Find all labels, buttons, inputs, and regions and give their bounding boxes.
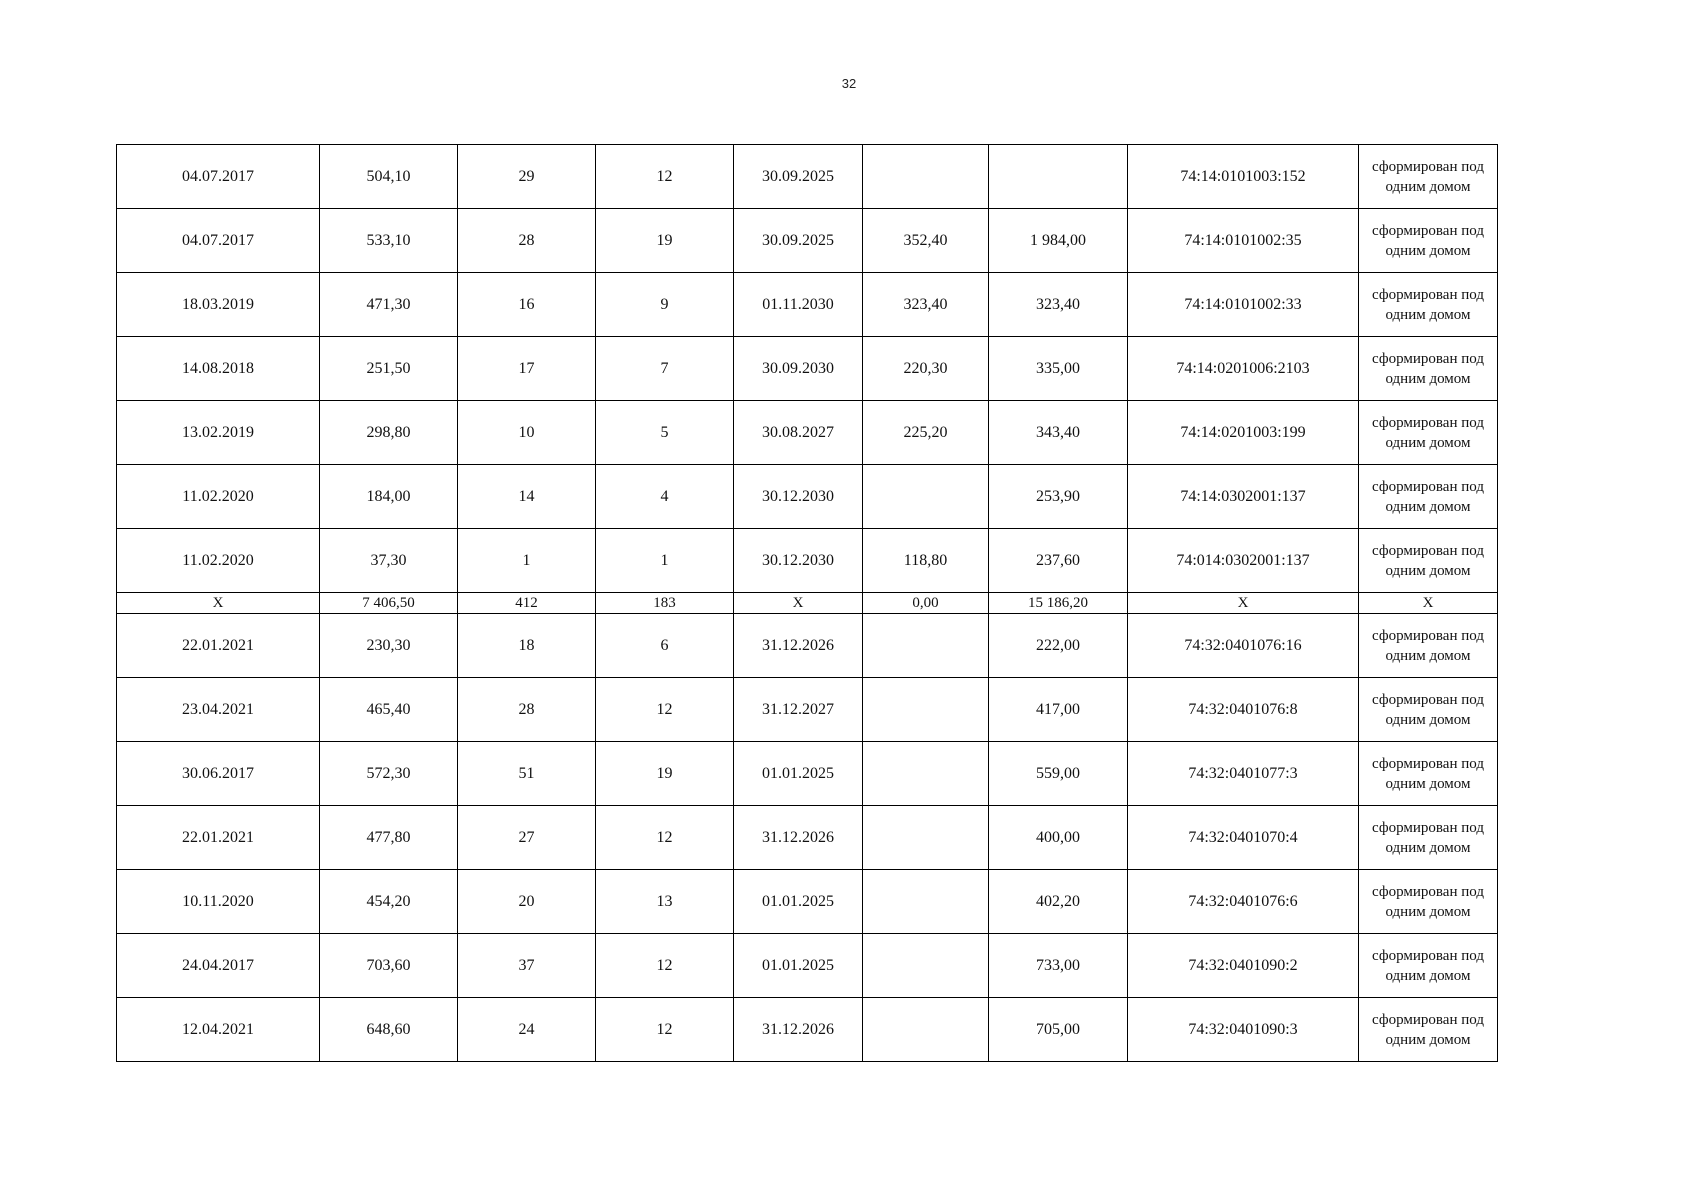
residents-cell: 17 xyxy=(458,337,596,401)
status-cell: сформирован под одним домом xyxy=(1359,273,1498,337)
total-date-cell: X xyxy=(117,593,320,614)
table-body xyxy=(117,145,1498,1062)
residents-cell: 27 xyxy=(458,806,596,870)
housing-register-table xyxy=(116,144,1498,1062)
deadline-cell: 31.12.2026 xyxy=(734,614,863,678)
col7-cell: 335,00 xyxy=(989,337,1128,401)
col6-cell xyxy=(863,806,989,870)
cadastral-cell: 74:32:0401070:4 xyxy=(1128,806,1359,870)
date-cell: 11.02.2020 xyxy=(117,465,320,529)
area-cell: 298,80 xyxy=(320,401,458,465)
deadline-cell: 31.12.2026 xyxy=(734,998,863,1062)
residents-cell: 14 xyxy=(458,465,596,529)
date-cell: 18.03.2019 xyxy=(117,273,320,337)
table-row xyxy=(117,465,1498,529)
residents-cell: 37 xyxy=(458,934,596,998)
cadastral-cell: 74:14:0101002:33 xyxy=(1128,273,1359,337)
status-cell: сформирован под одним домом xyxy=(1359,614,1498,678)
cadastral-cell: 74:14:0302001:137 xyxy=(1128,465,1359,529)
units-cell: 4 xyxy=(596,465,734,529)
table-row xyxy=(117,742,1498,806)
col6-cell xyxy=(863,678,989,742)
residents-cell: 28 xyxy=(458,678,596,742)
units-cell: 9 xyxy=(596,273,734,337)
cadastral-cell: 74:32:0401076:8 xyxy=(1128,678,1359,742)
col6-cell: 352,40 xyxy=(863,209,989,273)
cadastral-cell: 74:14:0201003:199 xyxy=(1128,401,1359,465)
status-cell: сформирован под одним домом xyxy=(1359,742,1498,806)
cadastral-cell: 74:32:0401077:3 xyxy=(1128,742,1359,806)
table-row xyxy=(117,806,1498,870)
area-cell: 533,10 xyxy=(320,209,458,273)
deadline-cell: 30.12.2030 xyxy=(734,529,863,593)
col6-cell: 225,20 xyxy=(863,401,989,465)
cadastral-cell: 74:014:0302001:137 xyxy=(1128,529,1359,593)
table-row xyxy=(117,401,1498,465)
status-cell: сформирован под одним домом xyxy=(1359,806,1498,870)
deadline-cell: 30.09.2025 xyxy=(734,209,863,273)
residents-cell: 10 xyxy=(458,401,596,465)
area-cell: 251,50 xyxy=(320,337,458,401)
table-row xyxy=(117,998,1498,1062)
status-cell: сформирован под одним домом xyxy=(1359,465,1498,529)
col7-cell: 1 984,00 xyxy=(989,209,1128,273)
col6-cell xyxy=(863,145,989,209)
status-cell: сформирован под одним домом xyxy=(1359,145,1498,209)
col6-cell xyxy=(863,742,989,806)
total-col6-cell: 0,00 xyxy=(863,593,989,614)
status-cell: сформирован под одним домом xyxy=(1359,934,1498,998)
table-row xyxy=(117,145,1498,209)
area-cell: 504,10 xyxy=(320,145,458,209)
col7-cell: 222,00 xyxy=(989,614,1128,678)
deadline-cell: 30.09.2025 xyxy=(734,145,863,209)
units-cell: 5 xyxy=(596,401,734,465)
col7-cell: 323,40 xyxy=(989,273,1128,337)
units-cell: 19 xyxy=(596,742,734,806)
deadline-cell: 01.01.2025 xyxy=(734,870,863,934)
total-residents-cell: 412 xyxy=(458,593,596,614)
deadline-cell: 30.09.2030 xyxy=(734,337,863,401)
table-row xyxy=(117,209,1498,273)
table-row xyxy=(117,614,1498,678)
total-row xyxy=(117,593,1498,614)
status-cell: сформирован под одним домом xyxy=(1359,401,1498,465)
deadline-cell: 01.01.2025 xyxy=(734,934,863,998)
col7-cell: 705,00 xyxy=(989,998,1128,1062)
date-cell: 22.01.2021 xyxy=(117,806,320,870)
total-cadastral-cell: X xyxy=(1128,593,1359,614)
total-col7-cell: 15 186,20 xyxy=(989,593,1128,614)
status-cell: сформирован под одним домом xyxy=(1359,998,1498,1062)
col7-cell: 343,40 xyxy=(989,401,1128,465)
date-cell: 30.06.2017 xyxy=(117,742,320,806)
col6-cell: 220,30 xyxy=(863,337,989,401)
col7-cell xyxy=(989,145,1128,209)
cadastral-cell: 74:32:0401090:3 xyxy=(1128,998,1359,1062)
total-area-cell: 7 406,50 xyxy=(320,593,458,614)
area-cell: 471,30 xyxy=(320,273,458,337)
residents-cell: 1 xyxy=(458,529,596,593)
area-cell: 648,60 xyxy=(320,998,458,1062)
area-cell: 465,40 xyxy=(320,678,458,742)
date-cell: 04.07.2017 xyxy=(117,209,320,273)
date-cell: 04.07.2017 xyxy=(117,145,320,209)
status-cell: сформирован под одним домом xyxy=(1359,529,1498,593)
date-cell: 14.08.2018 xyxy=(117,337,320,401)
col6-cell xyxy=(863,614,989,678)
cadastral-cell: 74:32:0401076:6 xyxy=(1128,870,1359,934)
cadastral-cell: 74:32:0401076:16 xyxy=(1128,614,1359,678)
deadline-cell: 01.01.2025 xyxy=(734,742,863,806)
date-cell: 23.04.2021 xyxy=(117,678,320,742)
area-cell: 703,60 xyxy=(320,934,458,998)
status-cell: сформирован под одним домом xyxy=(1359,870,1498,934)
status-cell: сформирован под одним домом xyxy=(1359,209,1498,273)
col6-cell: 118,80 xyxy=(863,529,989,593)
col6-cell xyxy=(863,870,989,934)
units-cell: 12 xyxy=(596,145,734,209)
table-row xyxy=(117,934,1498,998)
status-cell: сформирован под одним домом xyxy=(1359,337,1498,401)
residents-cell: 16 xyxy=(458,273,596,337)
col7-cell: 733,00 xyxy=(989,934,1128,998)
area-cell: 572,30 xyxy=(320,742,458,806)
table-row xyxy=(117,678,1498,742)
cadastral-cell: 74:14:0201006:2103 xyxy=(1128,337,1359,401)
units-cell: 6 xyxy=(596,614,734,678)
deadline-cell: 30.12.2030 xyxy=(734,465,863,529)
date-cell: 22.01.2021 xyxy=(117,614,320,678)
date-cell: 10.11.2020 xyxy=(117,870,320,934)
units-cell: 19 xyxy=(596,209,734,273)
deadline-cell: 31.12.2026 xyxy=(734,806,863,870)
residents-cell: 20 xyxy=(458,870,596,934)
deadline-cell: 30.08.2027 xyxy=(734,401,863,465)
residents-cell: 51 xyxy=(458,742,596,806)
area-cell: 37,30 xyxy=(320,529,458,593)
col7-cell: 559,00 xyxy=(989,742,1128,806)
area-cell: 454,20 xyxy=(320,870,458,934)
col7-cell: 400,00 xyxy=(989,806,1128,870)
units-cell: 12 xyxy=(596,806,734,870)
area-cell: 230,30 xyxy=(320,614,458,678)
date-cell: 12.04.2021 xyxy=(117,998,320,1062)
deadline-cell: 01.11.2030 xyxy=(734,273,863,337)
date-cell: 13.02.2019 xyxy=(117,401,320,465)
units-cell: 7 xyxy=(596,337,734,401)
table-row xyxy=(117,870,1498,934)
units-cell: 12 xyxy=(596,998,734,1062)
residents-cell: 24 xyxy=(458,998,596,1062)
units-cell: 1 xyxy=(596,529,734,593)
col7-cell: 402,20 xyxy=(989,870,1128,934)
total-deadline-cell: X xyxy=(734,593,863,614)
area-cell: 477,80 xyxy=(320,806,458,870)
residents-cell: 29 xyxy=(458,145,596,209)
deadline-cell: 31.12.2027 xyxy=(734,678,863,742)
units-cell: 12 xyxy=(596,934,734,998)
cadastral-cell: 74:14:0101002:35 xyxy=(1128,209,1359,273)
total-status-cell: X xyxy=(1359,593,1498,614)
col7-cell: 237,60 xyxy=(989,529,1128,593)
cadastral-cell: 74:14:0101003:152 xyxy=(1128,145,1359,209)
residents-cell: 28 xyxy=(458,209,596,273)
col7-cell: 417,00 xyxy=(989,678,1128,742)
col7-cell: 253,90 xyxy=(989,465,1128,529)
date-cell: 24.04.2017 xyxy=(117,934,320,998)
table-row xyxy=(117,337,1498,401)
units-cell: 13 xyxy=(596,870,734,934)
table-row xyxy=(117,273,1498,337)
col6-cell: 323,40 xyxy=(863,273,989,337)
col6-cell xyxy=(863,934,989,998)
residents-cell: 18 xyxy=(458,614,596,678)
total-units-cell: 183 xyxy=(596,593,734,614)
page-number: 32 xyxy=(841,76,857,91)
date-cell: 11.02.2020 xyxy=(117,529,320,593)
status-cell: сформирован под одним домом xyxy=(1359,678,1498,742)
units-cell: 12 xyxy=(596,678,734,742)
col6-cell xyxy=(863,465,989,529)
cadastral-cell: 74:32:0401090:2 xyxy=(1128,934,1359,998)
col6-cell xyxy=(863,998,989,1062)
table-row xyxy=(117,529,1498,593)
area-cell: 184,00 xyxy=(320,465,458,529)
